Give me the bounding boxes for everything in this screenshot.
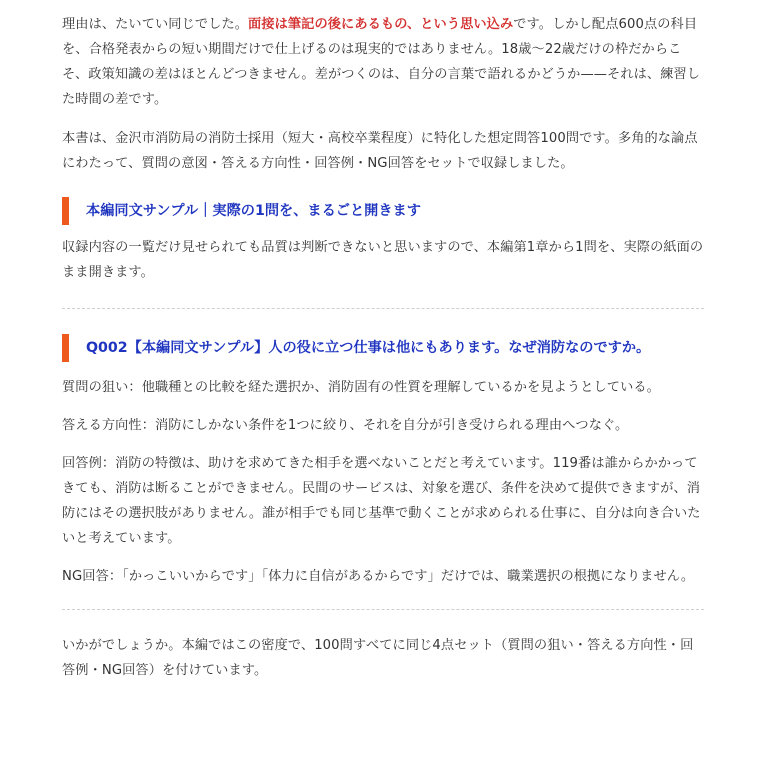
question-answer-example: 回答例：消防の特徴は、助けを求めてきた相手を選べないことだと考えています。119番は誰からかかってきても、消防は断ることができません。民間のサービスは、対象を選び、条件を決めて提供できますが、消防にはその選択肢がありません。誰が相手でも同じ基準で動くことが求められる仕事に、自分は向き合いたいと考えています。 [62, 456, 701, 546]
intro-rest: です。しかし配点600点の科目を、合格発表からの短い期間だけで仕上げるのは現実的ではありません。18歳〜22歳だけの枠だからこそ、政策知識の差はほとんどつきません。差がつくのは、自分の言葉で語れるかどうか——それは、練習した時間の差です。 [62, 17, 701, 107]
section-divider [62, 308, 704, 309]
question-aim: 質問の狙い：他職種との比較を経た選択か、消防固有の性質を理解しているかを見ようとしている。 [62, 380, 660, 395]
section-divider [62, 609, 704, 610]
book-description: 本書は、金沢市消防局の消防士採用（短大・高校卒業程度）に特化した想定問答100問です。多角的な論点にわたって、質問の意図・答える方向性・回答例・NG回答をセットで収録しました。 [62, 131, 698, 171]
sample-section-heading [62, 197, 704, 225]
intro-lead: 理由は、たいてい同じでした。 [62, 17, 249, 32]
question-heading-text: Q002【本編同文サンプル】人の役に立つ仕事は他にもあります。なぜ消防なのですか。 [86, 340, 651, 356]
heading-accent-bar [62, 197, 69, 225]
article-body [62, 0, 704, 683]
question-ng-answer: NG回答：「かっこいいからです」「体力に自信があるからです」だけでは、職業選択の根拠になりません。 [62, 569, 695, 584]
closing-paragraph: いかがでしょうか。本編ではこの密度で、100問すべてに同じ4点セット（質問の狙い・答える方向性・回答例・NG回答）を付けています。 [62, 638, 694, 678]
intro-emphasis: 面接は筆記の後にあるもの、という思い込み [248, 17, 514, 32]
sample-section-description: 収録内容の一覧だけ見せられても品質は判断できないと思いますので、本編第1章から1問を、実際の紙面のまま開きます。 [62, 240, 704, 280]
intro-paragraph [62, 0, 704, 112]
question-direction: 答える方向性：消防にしかない条件を1つに絞り、それを自分が引き受けられる理由へつなぐ。 [62, 418, 629, 433]
heading-accent-bar [62, 334, 69, 362]
question-heading [62, 334, 704, 362]
sample-section-heading-text: 本編同文サンプル｜実際の1問を、まるごと開きます [86, 203, 421, 219]
